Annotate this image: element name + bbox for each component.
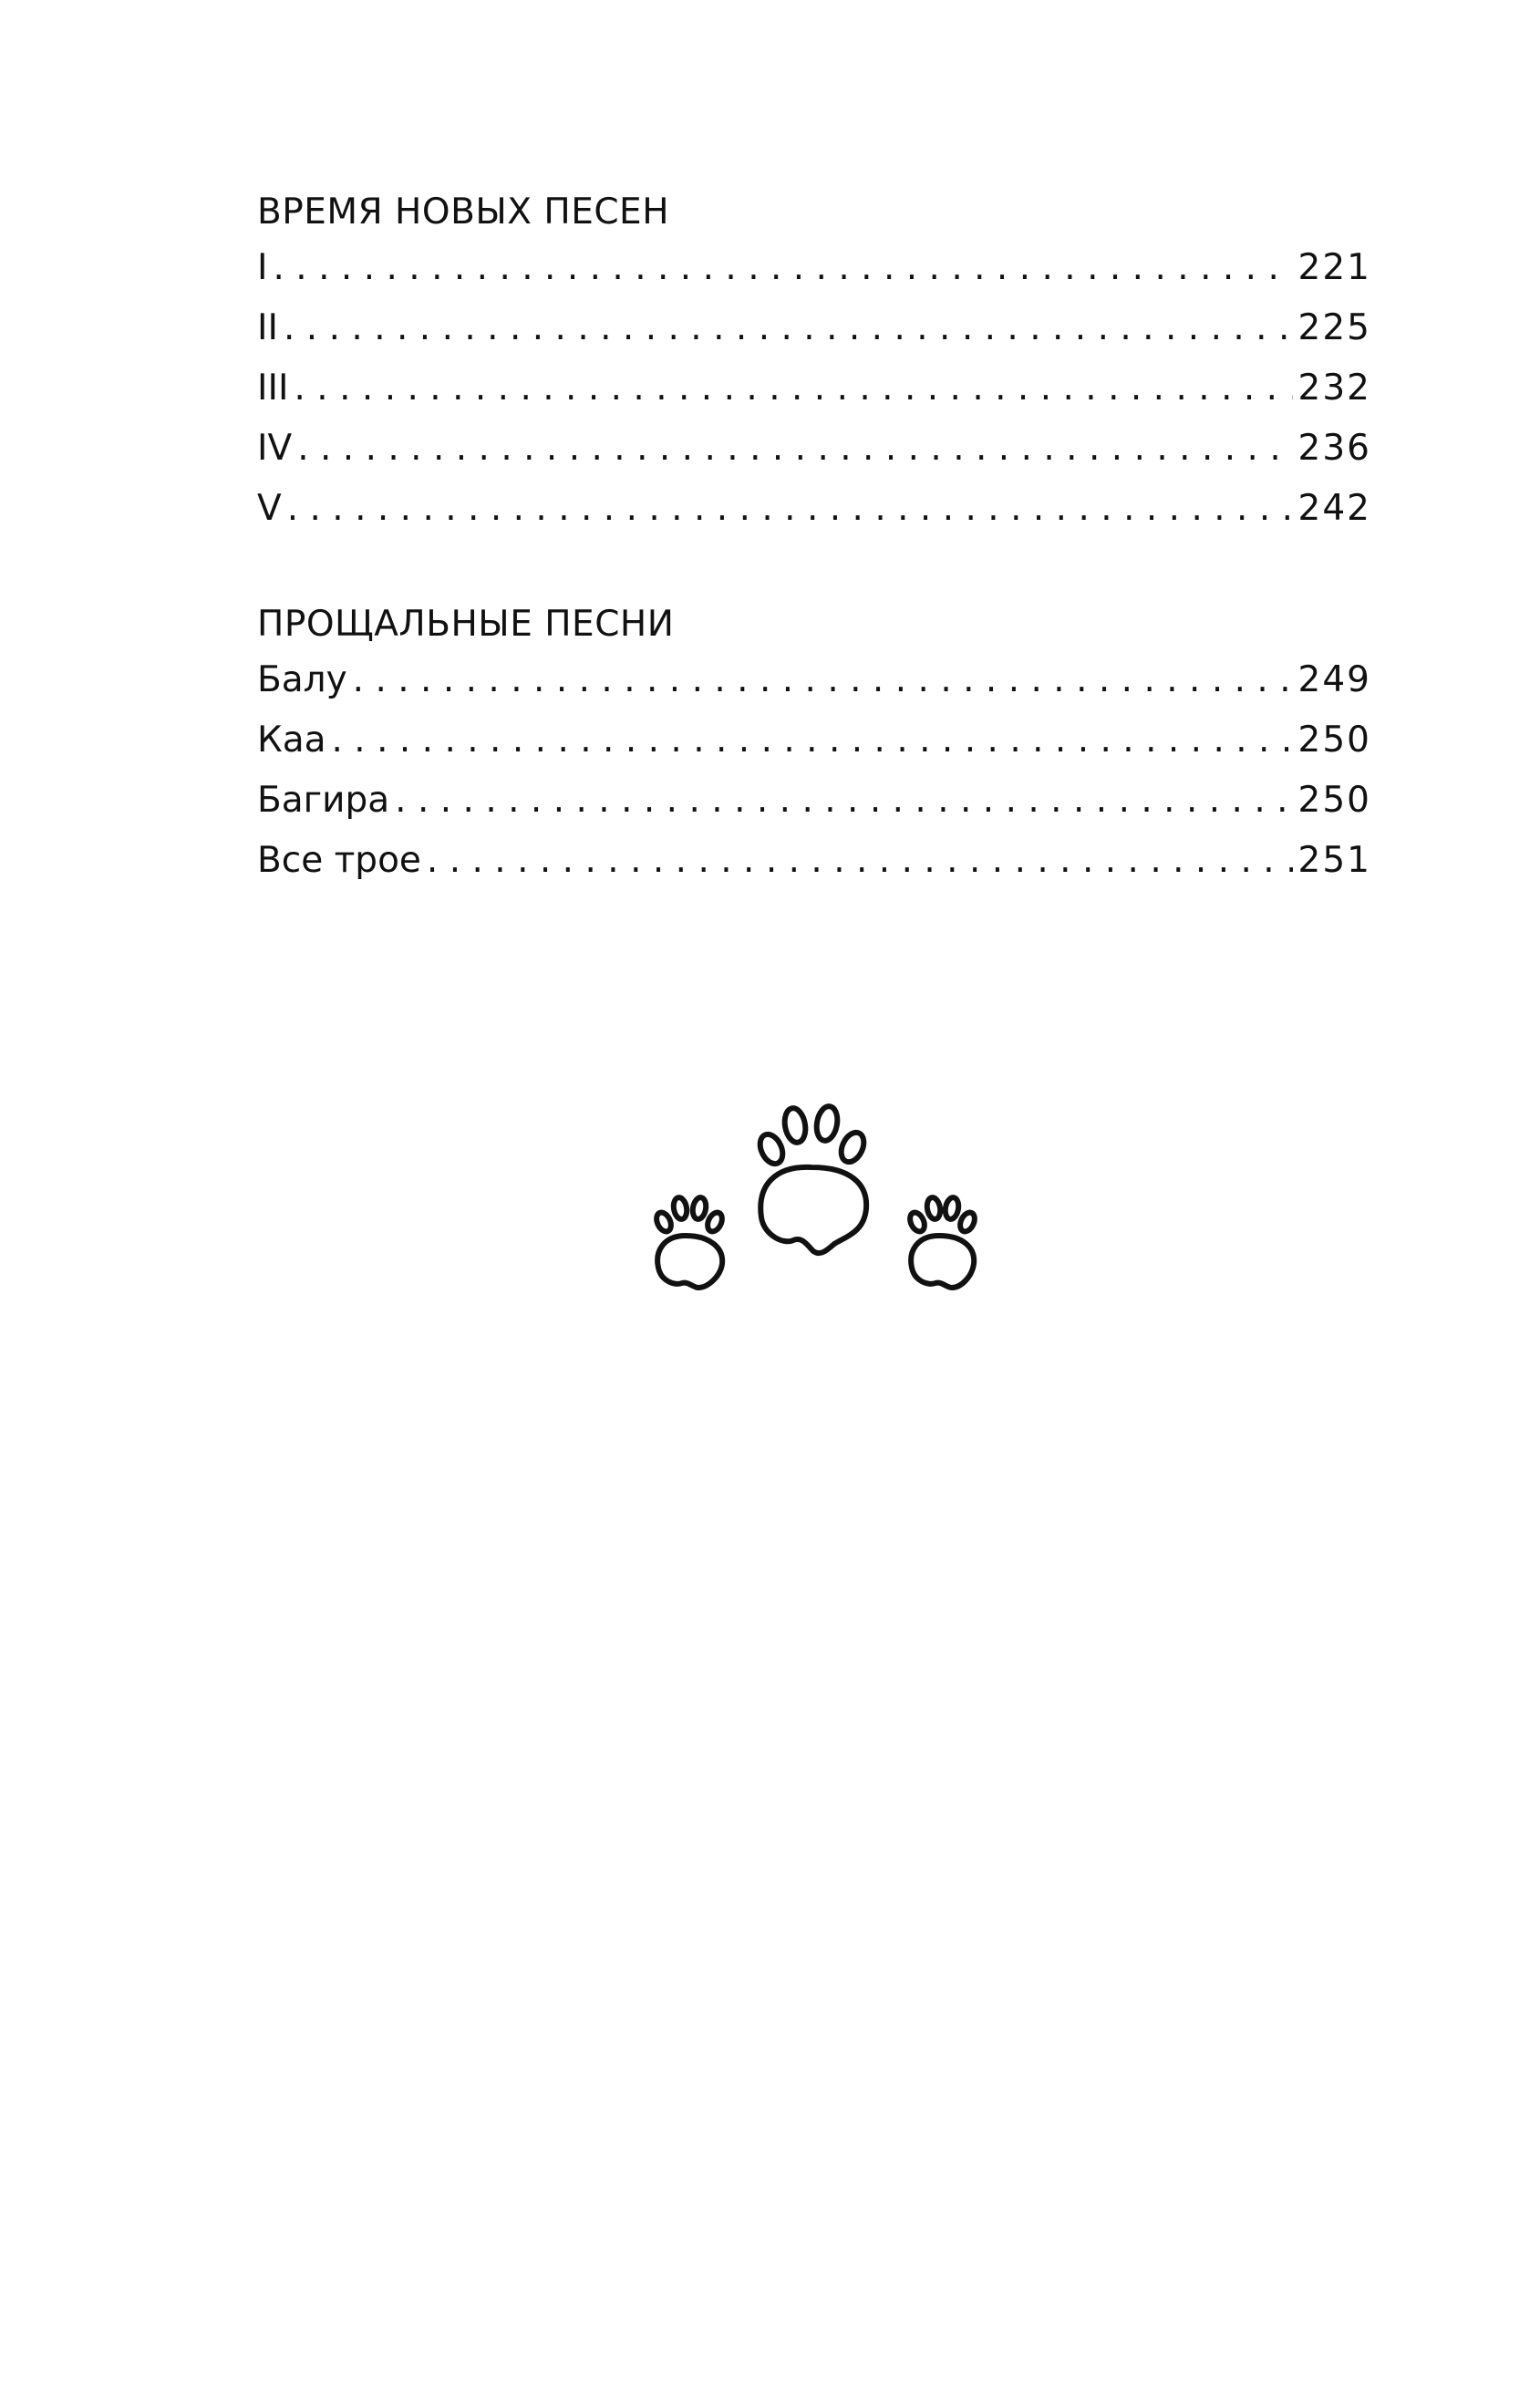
dot-leader (287, 479, 1293, 539)
entry-page-number: 250 (1297, 780, 1371, 821)
entry-page-number: 225 (1297, 307, 1371, 348)
toc-entry[interactable] (257, 650, 1371, 710)
toc-section (257, 187, 1371, 539)
section-title: ПРОЩАЛЬНЫЕ ПЕСНИ (257, 604, 675, 645)
dot-leader (353, 650, 1293, 710)
entry-title: III (257, 368, 289, 409)
dot-leader (297, 419, 1292, 479)
dot-leader (395, 771, 1292, 831)
dot-leader (295, 358, 1293, 419)
dot-leader (332, 710, 1293, 771)
entry-title: Балу (257, 659, 347, 700)
entry-title: IV (257, 428, 293, 469)
entry-page-number: 250 (1297, 720, 1371, 761)
paw-small-right-icon (907, 1196, 977, 1288)
entry-title: Каа (257, 720, 326, 761)
table-of-contents (257, 187, 1371, 891)
entry-page-number: 251 (1297, 840, 1371, 881)
entry-title: Багира (257, 780, 390, 821)
toc-entry[interactable] (257, 419, 1371, 479)
dot-leader (274, 238, 1293, 298)
entry-page-number: 232 (1297, 368, 1371, 409)
paw-prints-icon (638, 1049, 985, 1304)
dot-leader (284, 298, 1293, 358)
toc-entry[interactable] (257, 831, 1371, 891)
paw-small-left-icon (654, 1196, 725, 1288)
toc-entry[interactable] (257, 479, 1371, 539)
toc-entry[interactable] (257, 298, 1371, 358)
entry-title: II (257, 307, 279, 348)
toc-section (257, 599, 1371, 891)
toc-entry[interactable] (257, 771, 1371, 831)
paw-large-icon (756, 1104, 868, 1253)
entry-title: I (257, 247, 268, 288)
section-gap (257, 539, 1371, 599)
entry-page-number: 249 (1297, 659, 1371, 700)
entry-page-number: 221 (1297, 247, 1371, 288)
entry-title: Все трое (257, 840, 421, 881)
entry-title: V (257, 488, 282, 529)
entry-page-number: 236 (1297, 428, 1371, 469)
toc-entries (257, 238, 1371, 539)
section-title: ВРЕМЯ НОВЫХ ПЕСЕН (257, 192, 670, 233)
toc-entry[interactable] (257, 358, 1371, 419)
dot-leader (427, 831, 1293, 891)
entry-page-number: 242 (1297, 488, 1371, 529)
toc-entry[interactable] (257, 238, 1371, 298)
toc-entries (257, 650, 1371, 891)
toc-entry[interactable] (257, 710, 1371, 771)
